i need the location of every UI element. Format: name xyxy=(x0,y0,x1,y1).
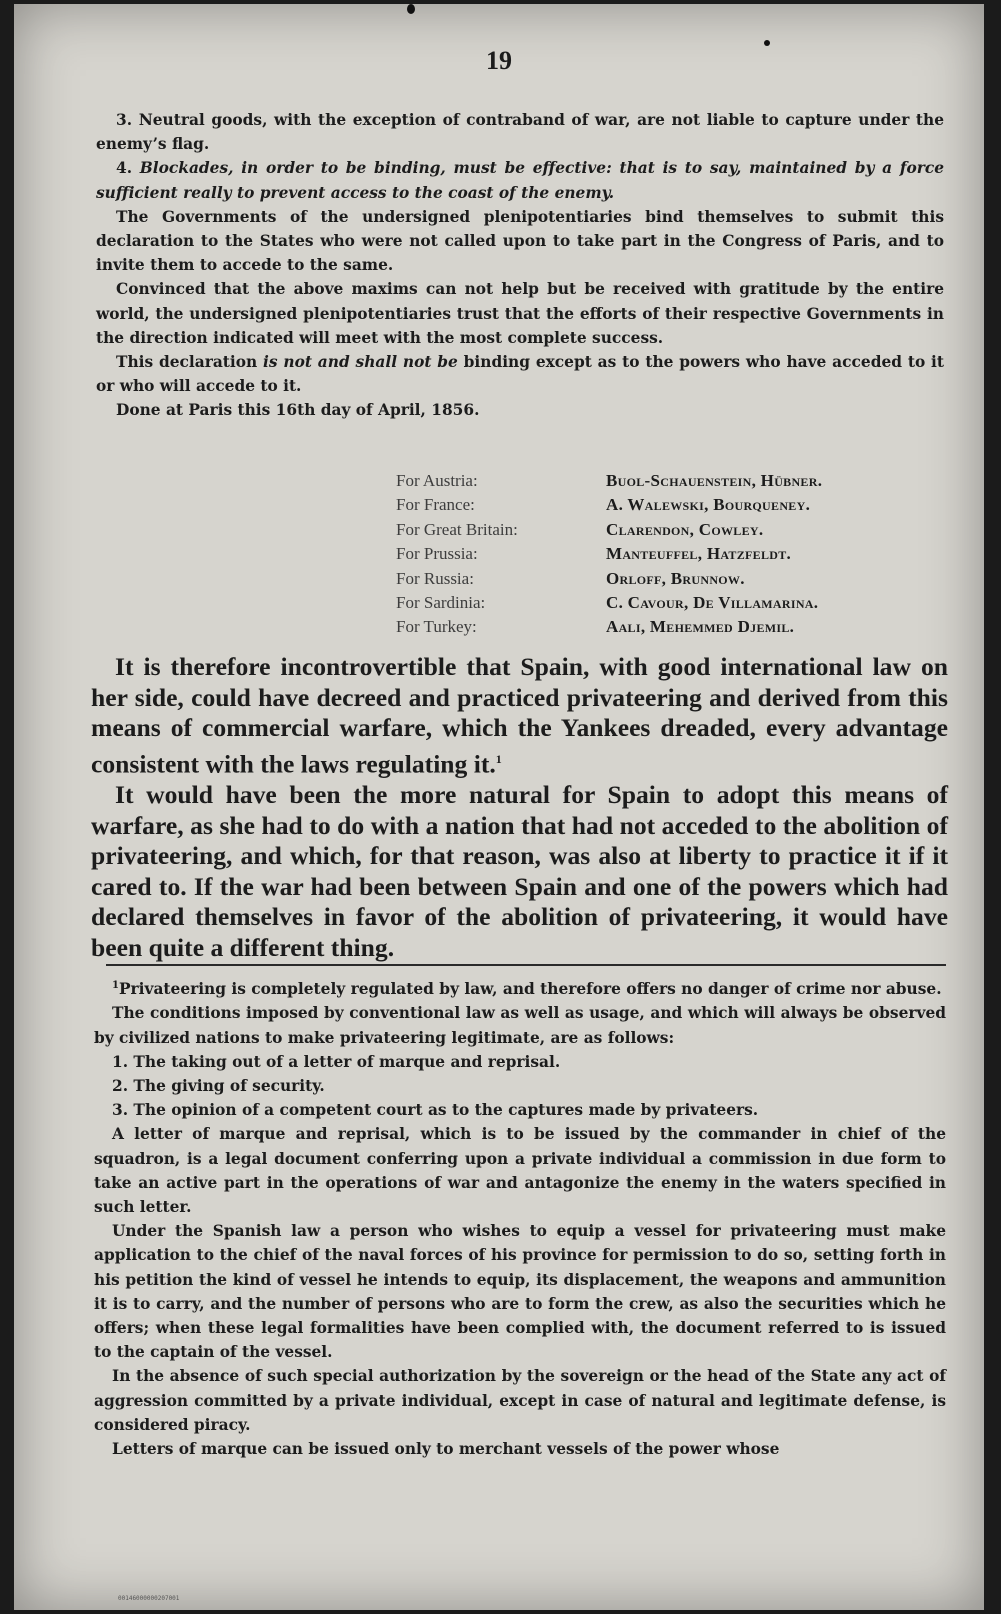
footnote-marker: 1 xyxy=(112,980,119,991)
footnote-paragraph: Under the Spanish law a person who wishes to equip a vessel for privateering must make application to the chief of the naval forces of his province for permission to do so, setting forth in his petition the kind of vessel he intends to equip, its displacement, the weapons and ammunition it is to carry, and the number of persons who are to form the crew, as also the securities which he offers; when these legal formalities have been complied with, the document referred to is issued to the captain of the vessel. xyxy=(94,1222,946,1362)
signatory-country: For Russia: xyxy=(396,568,474,588)
footnote-divider xyxy=(106,964,946,966)
text-run: Privateering is completely regulated by law, and therefore offers no danger of crime nor abuse. xyxy=(118,980,942,999)
signatory-row xyxy=(396,469,956,493)
signatory-country: For Great Britain: xyxy=(396,519,518,539)
signatory-country: For Prussia: xyxy=(396,544,478,564)
signatory-names: Manteuffel, Hatzfeldt. xyxy=(606,544,792,564)
ink-speck xyxy=(407,4,415,14)
signatories-list xyxy=(396,469,956,640)
dateline: Done at Paris this 16th day of April, 1856. xyxy=(116,401,480,420)
signatory-row xyxy=(396,518,956,542)
footnote-list-item: 1. The taking out of a letter of marque and reprisal. xyxy=(112,1052,561,1071)
footnote-list-item: 3. The opinion of a competent court as to the captures made by privateers. xyxy=(112,1101,759,1120)
signatory-row xyxy=(396,591,956,615)
declaration-point-3 xyxy=(96,108,944,156)
scanned-page xyxy=(14,4,984,1610)
point-number: 4. xyxy=(116,159,133,178)
footnote-reference: 1 xyxy=(495,751,502,766)
point-text: Neutral goods, with the exception of contraband of war, are not liable to capture under the enemy’s flag. xyxy=(96,111,945,154)
point-text: Blockades, in order to be binding, must be effective: that is to say, maintained by a force sufficient really to prevent access to the coast of the enemy. xyxy=(96,159,944,202)
signatory-country: For Austria: xyxy=(396,471,478,490)
declaration-paragraph xyxy=(96,350,944,398)
page-number: 19 xyxy=(486,46,512,75)
text-run: This declaration xyxy=(116,353,258,372)
signatory-row xyxy=(396,493,956,517)
signatory-row xyxy=(396,567,956,591)
main-text xyxy=(91,652,948,963)
signatory-names: Clarendon, Cowley. xyxy=(606,519,764,539)
signatory-country: For Turkey: xyxy=(396,617,477,637)
footnotes xyxy=(94,974,946,1461)
footnote-paragraph: Letters of marque can be issued only to merchant vessels of the power whose xyxy=(112,1439,780,1458)
signatory-row xyxy=(396,542,956,566)
footnote-list-item: 2. The giving of security. xyxy=(112,1076,325,1095)
signatory-names: Orloff, Brunnow. xyxy=(606,568,745,588)
signatory-row xyxy=(396,615,956,639)
point-number: 3. xyxy=(116,111,133,129)
main-paragraph xyxy=(91,652,948,780)
signatory-country: For Sardinia: xyxy=(396,592,486,612)
signatory-country: For France: xyxy=(396,495,475,515)
signatory-names: A. Walewski, Bourqueney. xyxy=(606,495,811,515)
footnote-paragraph: The conditions imposed by conventional law as well as usage, and which will always be observed by civilized nations to make privateering legitimate, are as follows: xyxy=(94,1004,946,1047)
declaration-paragraph: The Governments of the undersigned plenipotentiaries bind themselves to submit this declaration to the States who were not called upon to take part in the Congress of Paris, and to invite them to accede to the same. xyxy=(96,207,944,275)
signatory-names: Aali, Mehemmed Djemil. xyxy=(606,617,795,637)
scan-stamp: 00146000000207001 xyxy=(118,1595,180,1602)
emphasis-run: is not and shall not be xyxy=(263,353,458,372)
signatory-names: C. Cavour, De Villamarina. xyxy=(606,592,819,612)
footnote-paragraph xyxy=(94,974,946,1001)
footnote-paragraph: A letter of marque and reprisal, which is to be issued by the commander in chief of the squadron, is a legal document conferring upon a private individual a commission in due form to take an active part in the operations of war and antagonize the enemy in the waters specified in such letter. xyxy=(94,1125,946,1216)
declaration-point-4 xyxy=(96,156,944,204)
footnote-paragraph: In the absence of such special authorization by the sovereign or the head of the State any act of aggression committed by a private individual, except in case of natural and legitimate defense, is considered piracy. xyxy=(94,1367,946,1434)
declaration-paragraph: Convinced that the above maxims can not help but be received with gratitude by the entire world, the undersigned plenipotentiaries trust that the efforts of their respective Governments in the direction indicated will meet with the most complete success. xyxy=(96,280,944,347)
text-run: It is therefore incontrovertible that Spain, with good international law on her side, could have decreed and practiced privateering and derived from this means of commercial warfare, which the Yankees dreaded, every advantage consistent with the laws regulating it. xyxy=(91,652,948,779)
declaration-text xyxy=(96,108,944,423)
signatory-names: Buol-Schauenstein, Hübner. xyxy=(606,471,823,490)
text-run: binding except as to the powers who have acceded to it or who will accede to it. xyxy=(96,353,944,396)
main-paragraph: It would have been the more natural for Spain to adopt this means of warfare, as she had to do with a nation that had not acceded to the abolition of privateering, and which, for that reason, was also at liberty to practice it if it cared to. If the war had been between Spain and one of the powers which had declared themselves in favor of the abolition of privateering, it would have been quite a different thing. xyxy=(91,779,948,962)
